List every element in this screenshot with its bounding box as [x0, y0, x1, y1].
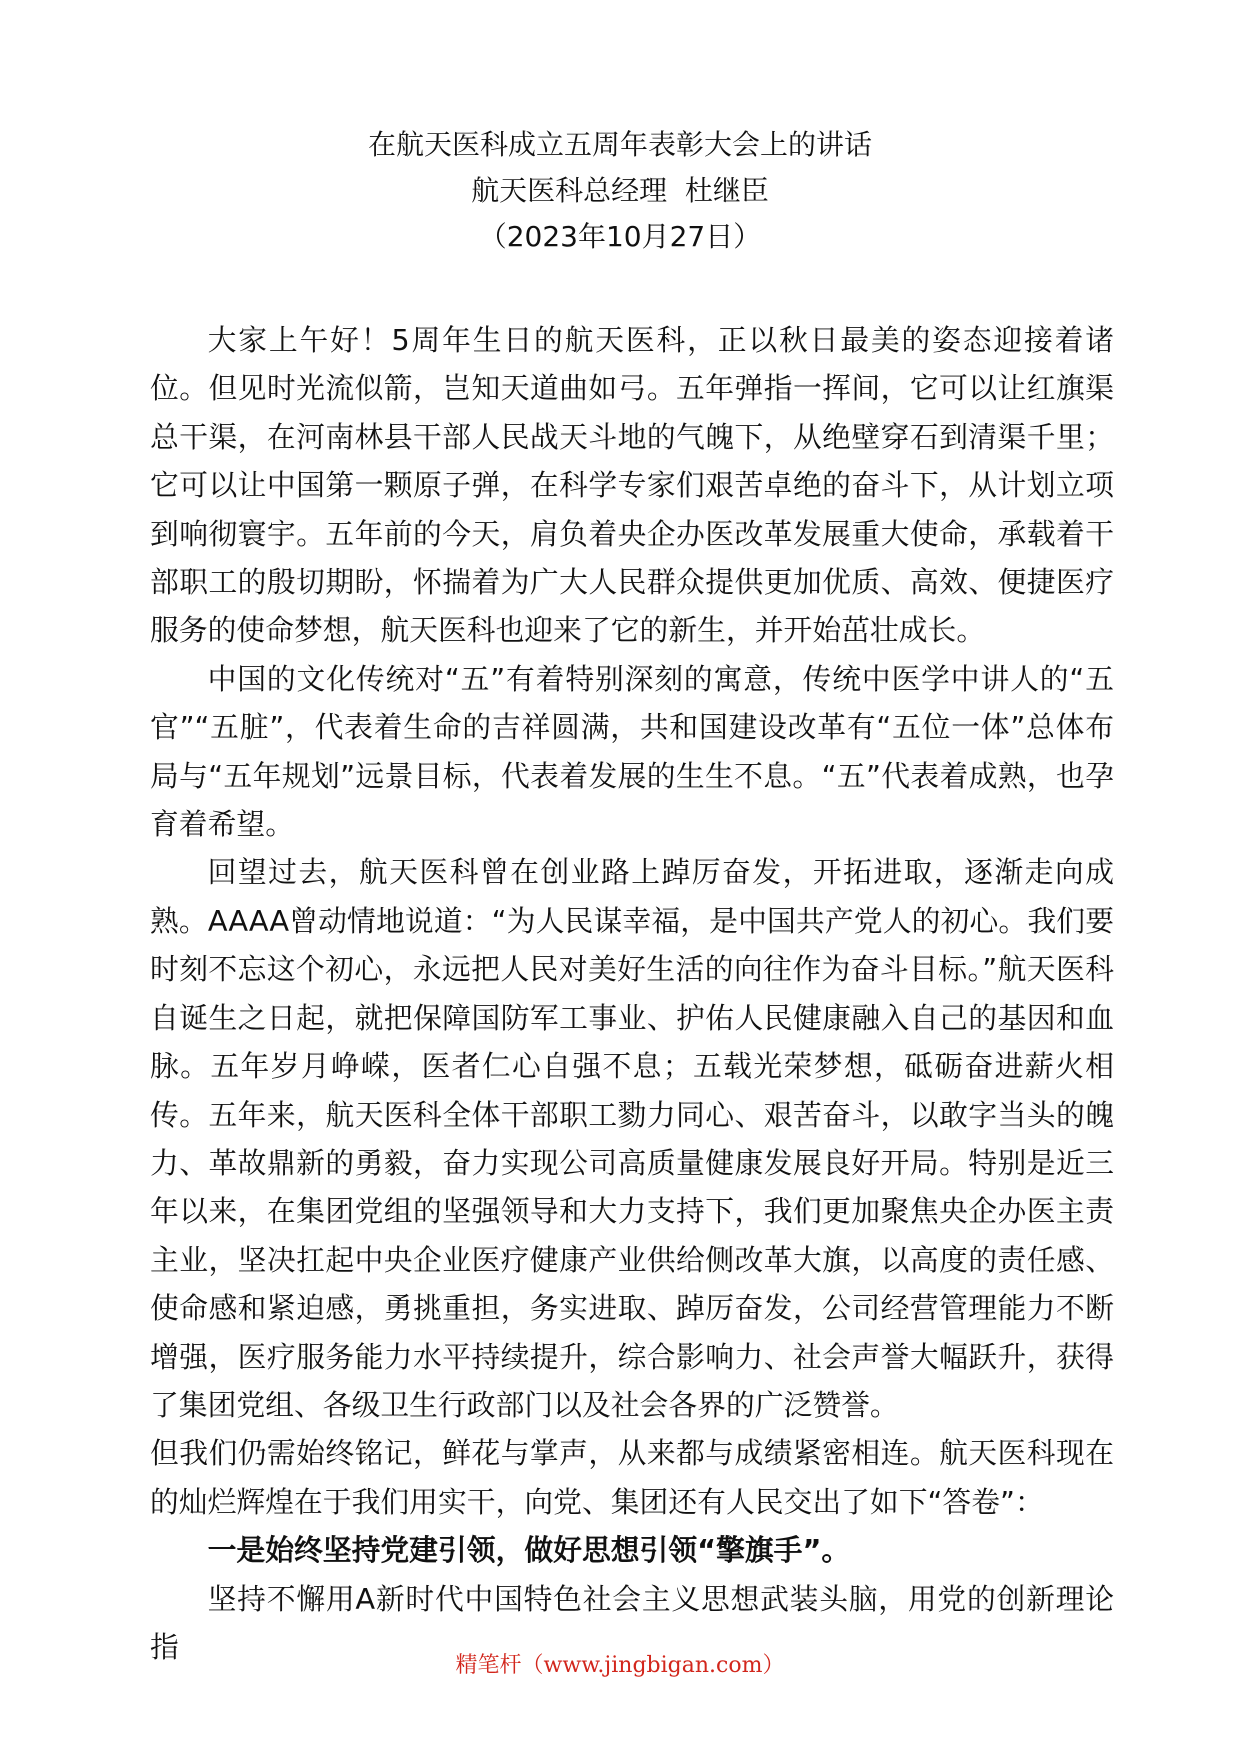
paragraph-greeting: 大家上午好！5周年生日的航天医科，正以秋日最美的姿态迎接着诸位。但见时光流似箭，岂知天道曲如弓。五年弹指一挥间，它可以让红旗渠总干渠，在河南林县干部人民战天斗地的气魄下，从绝壁穿石到清渠千里；它可以让中国第一颗原子弹，在科学专家们艰苦卓绝的奋斗下，从计划立项到响彻寰宇。五年前的今天，肩负着央企办医改革发展重大使命，承载着干部职工的殷切期盼，怀揣着为广大人民群众提供更加优质、高效、便捷医疗服务的使命梦想，航天医科也迎来了它的新生，并开始茁壮成长。 [150, 323, 1114, 648]
paragraph-thought-armament: 坚持不懈用A新时代中国特色社会主义思想武装头脑，用党的创新理论指 [150, 1581, 1114, 1664]
paragraph-looking-back: 回望过去，航天医科曾在创业路上踔厉奋发，开拓进取，逐渐走向成熟。AAAA曾动情地说道：“为人民谋幸福，是中国共产党人的初心。我们要时刻不忘这个初心，永远把人民对美好生活的向往作为奋斗目标。”航天医科自诞生之日起，就把保障国防军工事业、护佑人民健康融入自己的基因和血脉。五年岁月峥嵘，医者仁心自强不息；五载光荣梦想，砥砺奋进薪火相传。五年来，航天医科全体干部职工勠力同心、艰苦奋斗，以敢字当头的魄力、革故鼎新的勇毅，奋力实现公司高质量健康发展良好开局。特别是近三年以来，在集团党组的坚强领导和大力支持下，我们更加聚焦央企办医主责主业，坚决扛起中央企业医疗健康产业供给侧改革大旗，以高度的责任感、使命感和紧迫感，勇挑重担，务实进取、踔厉奋发，公司经营管理能力不断增强，医疗服务能力水平持续提升，综合影响力、社会声誉大幅跃升，获得了集团党组、各级卫生行政部门以及社会各界的广泛赞誉。 [150, 855, 1114, 1422]
speaker-line: 航天医科总经理 杜继臣 [471, 174, 769, 207]
paragraph-five-meaning: 中国的文化传统对“五”有着特别深刻的寓意，传统中医学中讲人的“五官”“五脏”，代表着生命的吉祥圆满，共和国建设改革有“五位一体”总体布局与“五年规划”远景目标，代表着发展的生生不息。“五”代表着成熟，也孕育着希望。 [150, 661, 1114, 842]
document-body [150, 316, 1114, 1671]
paragraph-answer-sheet: 但我们仍需始终铭记，鲜花与掌声，从来都与成绩紧密相连。航天医科现在的灿烂辉煌在于我们用实干，向党、集团还有人民交出了如下“答卷”： [150, 1436, 1114, 1519]
section-heading-party-building: 一是始终坚持党建引领，做好思想引领“擎旗手”。 [207, 1533, 851, 1568]
watermark-footer: 精笔杆（www.jingbigan.com） [455, 1653, 785, 1678]
document-header [0, 122, 1240, 260]
date-line: （2023年10月27日） [478, 220, 762, 253]
document-title: 在航天医科成立五周年表彰大会上的讲话 [367, 128, 872, 161]
